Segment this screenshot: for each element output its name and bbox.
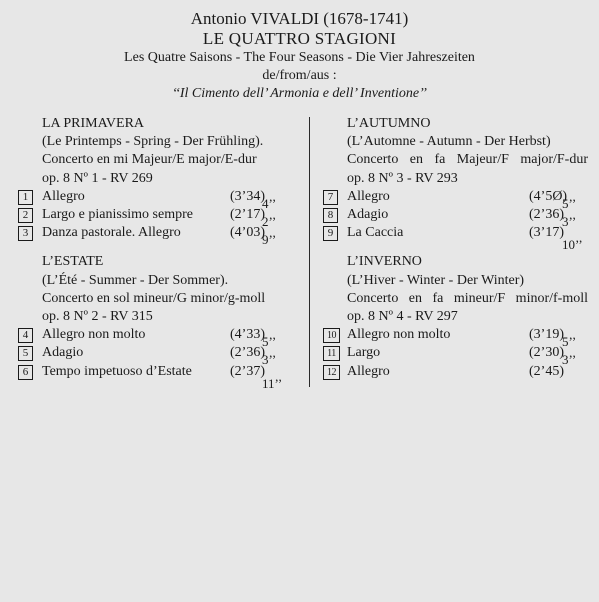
track-subtotal: 2’’ [262, 214, 277, 229]
concerto-key: Concerto en fa Majeur/F major/F-dur [347, 152, 588, 168]
concerto-name: LA PRIMAVERA [42, 116, 145, 131]
track-row [18, 188, 298, 211]
concerto-translation: (Le Printemps - Spring - Der Frühling). [42, 134, 264, 150]
track-number: 2 [18, 208, 33, 223]
work-subtitle: Les Quatre Saisons - The Four Seasons - Die Vier Jahreszeiten [124, 50, 475, 65]
concerto-primavera [18, 115, 298, 248]
track-title: Tempo impetuoso d’Estate [42, 363, 192, 379]
track-title: Largo e pianissimo sempre [42, 207, 193, 222]
track-number: 12 [323, 365, 340, 380]
track-number: 1 [18, 190, 33, 205]
concerto-translation: (L’Hiver - Winter - Der Winter) [347, 272, 525, 288]
track-duration: (4’03) [230, 225, 265, 241]
track-duration: (2’30) [529, 345, 564, 361]
track-duration: (4’33) [230, 327, 265, 343]
track-title: Allegro non molto [347, 327, 451, 343]
concerto-key: Concerto en mi Majeur/E major/E-dur [42, 152, 257, 168]
column-divider [309, 117, 310, 387]
track-title: Allegro non molto [42, 327, 146, 343]
concerto-estate [18, 253, 298, 391]
track-title: Adagio [42, 345, 84, 361]
track-title: Largo [347, 345, 381, 361]
left-column [18, 115, 298, 392]
track-subtotal: 5’’ [562, 334, 577, 350]
header [0, 8, 599, 103]
track-title: Allegro [347, 363, 390, 379]
track-subtotal: 3’’ [562, 214, 577, 229]
track-duration: (3’19) [529, 327, 564, 343]
track-row [323, 326, 588, 350]
track-duration: (2’36) [230, 345, 265, 361]
concerto-autumno [323, 115, 588, 253]
track-row [323, 188, 588, 211]
track-duration: (3’17) [529, 225, 564, 241]
track-row [323, 206, 588, 229]
track-number: 4 [18, 328, 33, 343]
track-number: 9 [323, 226, 338, 241]
from-label: de/from/aus : [262, 68, 337, 83]
track-row [323, 344, 588, 368]
track-title: Danza pastorale. Allegro [42, 225, 181, 241]
track-subtotal: 3’’ [262, 352, 277, 368]
track-number: 6 [18, 365, 33, 380]
track-title: Allegro [42, 188, 85, 204]
concerto-key: Concerto en sol mineur/G minor/g-moll [42, 290, 266, 306]
concerto-translation: (L’Automne - Autumn - Der Herbst) [347, 134, 551, 150]
track-row [18, 344, 298, 368]
track-row [323, 363, 588, 381]
track-number: 3 [18, 226, 33, 241]
concerto-opus: op. 8 Nº 3 - RV 293 [347, 170, 458, 186]
track-title: Allegro [347, 188, 390, 204]
track-duration: (3’34) [230, 188, 265, 204]
concerto-name: L’ESTATE [42, 254, 104, 270]
track-subtotal: 9’’ [262, 232, 277, 248]
work-title: LE QUATTRO STAGIONI [202, 29, 397, 48]
concerto-name: L’INVERNO [347, 254, 422, 270]
track-title: Adagio [347, 207, 389, 222]
track-row [323, 224, 588, 253]
track-row [18, 206, 298, 229]
opus-title: ‘‘Il Cimento dell’ Armonia e dell’ Inventione’’ [172, 86, 427, 101]
track-row [18, 326, 298, 350]
track-number: 11 [323, 346, 340, 361]
track-number: 5 [18, 346, 33, 361]
concerto-inverno [323, 253, 588, 380]
track-subtotal: 10’’ [562, 237, 583, 253]
concerto-opus: op. 8 Nº 4 - RV 297 [347, 308, 458, 324]
track-duration: (2’45) [529, 363, 564, 379]
track-subtotal: 4’’ [262, 195, 277, 211]
track-subtotal: 5’’ [562, 195, 577, 211]
track-row [18, 363, 298, 391]
concerto-name: L’AUTUMNO [347, 116, 431, 131]
track-duration: (2’37) [230, 363, 265, 379]
track-subtotal: 11’’ [262, 375, 283, 391]
track-number: 10 [323, 328, 340, 343]
track-title: La Caccia [347, 225, 404, 241]
concerto-opus: op. 8 Nº 1 - RV 269 [42, 170, 153, 186]
track-duration: (4’5Ø) [529, 188, 568, 204]
concerto-translation: (L’Été - Summer - Der Sommer). [42, 272, 229, 288]
concerto-opus: op. 8 Nº 2 - RV 315 [42, 308, 153, 324]
track-row [18, 224, 298, 248]
track-duration: (2’17) [230, 207, 265, 222]
track-duration: (2’36) [529, 207, 564, 222]
right-column [323, 115, 588, 392]
composer-line: Antonio VIVALDI (1678-1741) [190, 9, 409, 28]
track-subtotal: 3’’ [562, 352, 577, 368]
track-subtotal: 5’’ [262, 334, 277, 350]
concerto-key: Concerto en fa mineur/F minor/f-moll [347, 290, 588, 306]
track-number: 8 [323, 208, 338, 223]
track-number: 7 [323, 190, 338, 205]
